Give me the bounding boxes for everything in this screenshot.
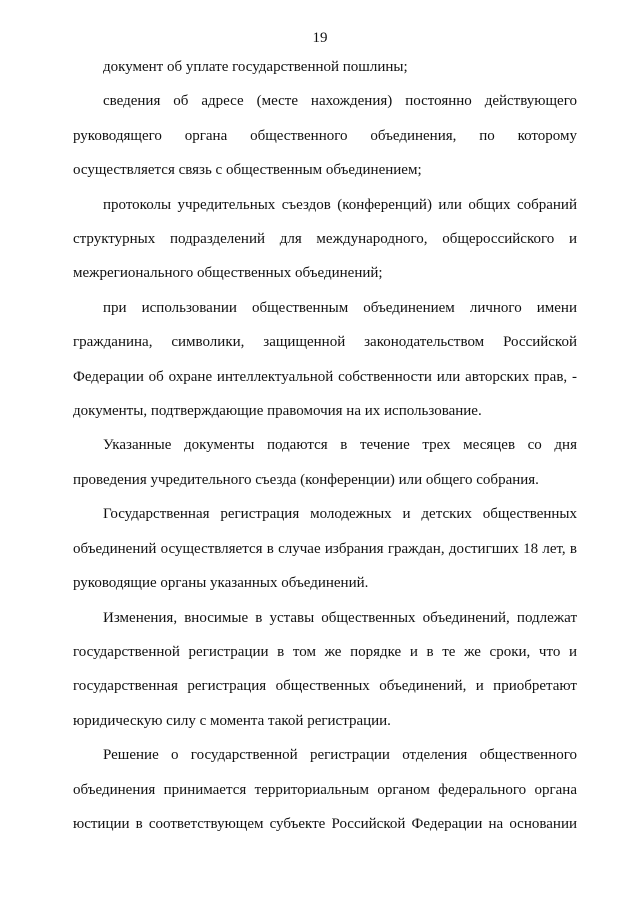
paragraph: Государственная регистрация молодежных и детских общественных объединений осуществляется в случае избрания граждан, достигших 18 лет, в руководящие органы указанных объединений. bbox=[73, 506, 577, 592]
document-body bbox=[73, 50, 577, 841]
paragraph: Изменения, вносимые в уставы общественных объединений, подлежат государственной регистрации в том же порядке и в те же сроки, что и государственная регистрация общественных объединений, и приобретают юридическую силу с момента такой регистрации. bbox=[73, 609, 577, 729]
paragraph: Указанные документы подаются в течение трех месяцев со дня проведения учредительного съезда (конференции) или общего собрания. bbox=[73, 437, 577, 488]
page-number: 19 bbox=[312, 30, 328, 46]
paragraph: сведения об адресе (месте нахождения) постоянно действующего руководящего органа общественного объединения, по которому осуществляется связь с общественным объединением; bbox=[73, 93, 577, 179]
paragraph: протоколы учредительных съездов (конференций) или общих собраний структурных подразделений для международного, общероссийского и межрегионального общественных объединений; bbox=[73, 196, 577, 282]
paragraph: Решение о государственной регистрации отделения общественного объединения принимается территориальным органом федерального органа юстиции в соответствующем субъекте Российской Федерации на основании bbox=[73, 747, 577, 832]
paragraph: при использовании общественным объединением личного имени гражданина, символики, защищенной законодательством Российской Федерации об охране интеллектуальной собственности или авторских прав, - документы, подтверждающие правомочия на их использование. bbox=[73, 299, 577, 420]
paragraph: документ об уплате государственной пошлины; bbox=[103, 59, 408, 75]
